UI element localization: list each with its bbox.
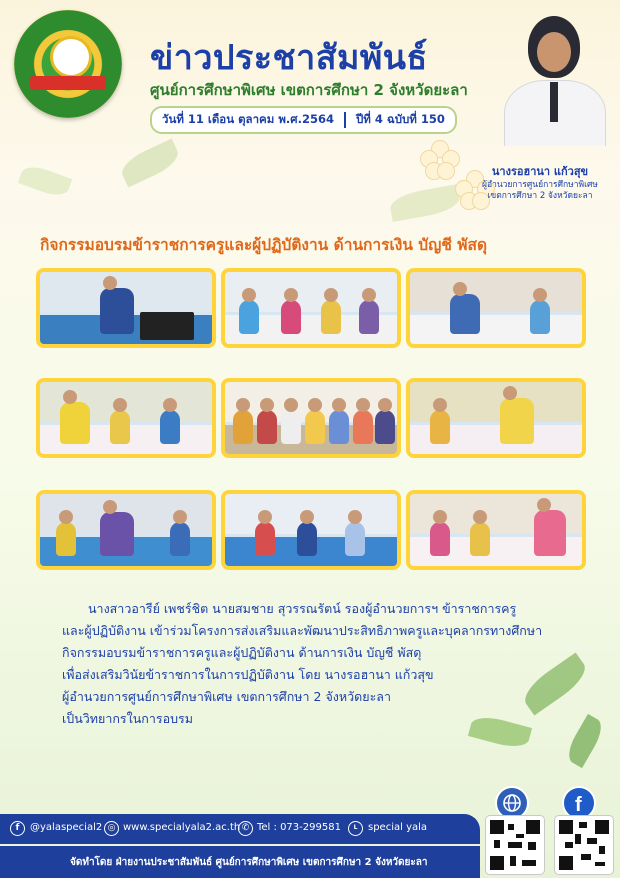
activity-photo bbox=[406, 490, 586, 570]
issue-number: ปีที่ 4 ฉบับที่ 150 bbox=[355, 112, 445, 126]
date-divider bbox=[344, 112, 346, 128]
activity-photo bbox=[221, 268, 401, 348]
portrait-face bbox=[537, 32, 571, 72]
line-account[interactable]: special yala bbox=[368, 822, 428, 833]
decorative-leaf bbox=[388, 184, 461, 222]
activity-photo bbox=[36, 268, 216, 348]
news-headline: กิจกรรมอบรมข้าราชการครูและผู้ปฏิบัติงาน ด้านการเงิน บัญชี พัสดุ bbox=[40, 236, 488, 254]
director-name-block bbox=[470, 162, 610, 202]
phone-number: Tel : 073-299581 bbox=[257, 822, 341, 833]
newsletter-title: ข่าวประชาสัมพันธ์ bbox=[150, 38, 428, 78]
activity-photo bbox=[36, 490, 216, 570]
logo-flower-emblem bbox=[50, 36, 92, 78]
logo-banner bbox=[30, 76, 106, 90]
activity-photo bbox=[36, 378, 216, 458]
body-line: และผู้ปฏิบัติงาน เข้าร่วมโครงการส่งเสริมและพัฒนาประสิทธิภาพครูและบุคลากรทางศึกษา bbox=[62, 623, 543, 638]
footer-credit: จัดทำโดย ฝ่ายงานประชาสัมพันธ์ ศูนย์การศึกษาพิเศษ เขตการศึกษา 2 จังหวัดยะลา bbox=[70, 857, 428, 868]
body-line: ผู้อำนวยการศูนย์การศึกษาพิเศษ เขตการศึกษา 2 จังหวัดยะลา bbox=[62, 689, 391, 704]
facebook-icon: f bbox=[10, 821, 25, 836]
activity-photo bbox=[221, 378, 401, 458]
body-line: นางสาวอารีย์ เพชร์ชิต นายสมชาย สุวรรณรัตน์ รองผู้อำนวยการฯ ข้าราชการครู bbox=[88, 601, 517, 616]
activity-photo bbox=[221, 490, 401, 570]
portrait-tie bbox=[550, 82, 558, 122]
news-body bbox=[62, 598, 586, 730]
footer-contact-bar bbox=[0, 814, 480, 844]
activity-photo bbox=[406, 378, 586, 458]
school-logo bbox=[14, 10, 122, 118]
decorative-leaf bbox=[117, 139, 182, 188]
body-line: เพื่อส่งเสริมวินัยข้าราชการในการปฏิบัติงาน โดย นางรอฮานา แก้วสุข bbox=[62, 667, 434, 682]
phone-icon: ✆ bbox=[238, 821, 253, 836]
svg-text:f: f bbox=[575, 794, 582, 816]
photo-grid bbox=[36, 268, 578, 560]
organization-name: ศูนย์การศึกษาพิเศษ เขตการศึกษา 2 จังหวัดยะลา bbox=[150, 81, 468, 99]
issue-date: วันที่ 11 เดือน ตุลาคม พ.ศ.2564 bbox=[162, 112, 334, 126]
director-name: นางรอฮานา แก้วสุข bbox=[491, 165, 589, 178]
footer bbox=[0, 814, 620, 878]
activity-photo bbox=[406, 268, 586, 348]
director-position-line2: เขตการศึกษา 2 จังหวัดยะลา bbox=[487, 191, 593, 201]
body-line: เป็นวิทยากรในการอบรม bbox=[62, 711, 193, 726]
decorative-flower bbox=[420, 140, 458, 178]
decorative-leaf bbox=[18, 162, 73, 200]
director-position-line1: ผู้อำนวยการศูนย์การศึกษาพิเศษ bbox=[481, 180, 598, 190]
globe-small-icon: ◎ bbox=[104, 821, 119, 836]
facebook-handle[interactable]: @yalaspecial2 bbox=[30, 822, 103, 833]
body-line: กิจกรรมอบรมข้าราชการครูและผู้ปฏิบัติงาน ด้านการเงิน บัญชี พัสดุ bbox=[62, 645, 422, 660]
date-issue-bar bbox=[150, 106, 457, 134]
website-link[interactable]: www.specialyala2.ac.th bbox=[123, 822, 241, 833]
director-portrait bbox=[500, 6, 608, 146]
line-icon: L bbox=[348, 821, 363, 836]
footer-credit-bar bbox=[0, 846, 480, 878]
